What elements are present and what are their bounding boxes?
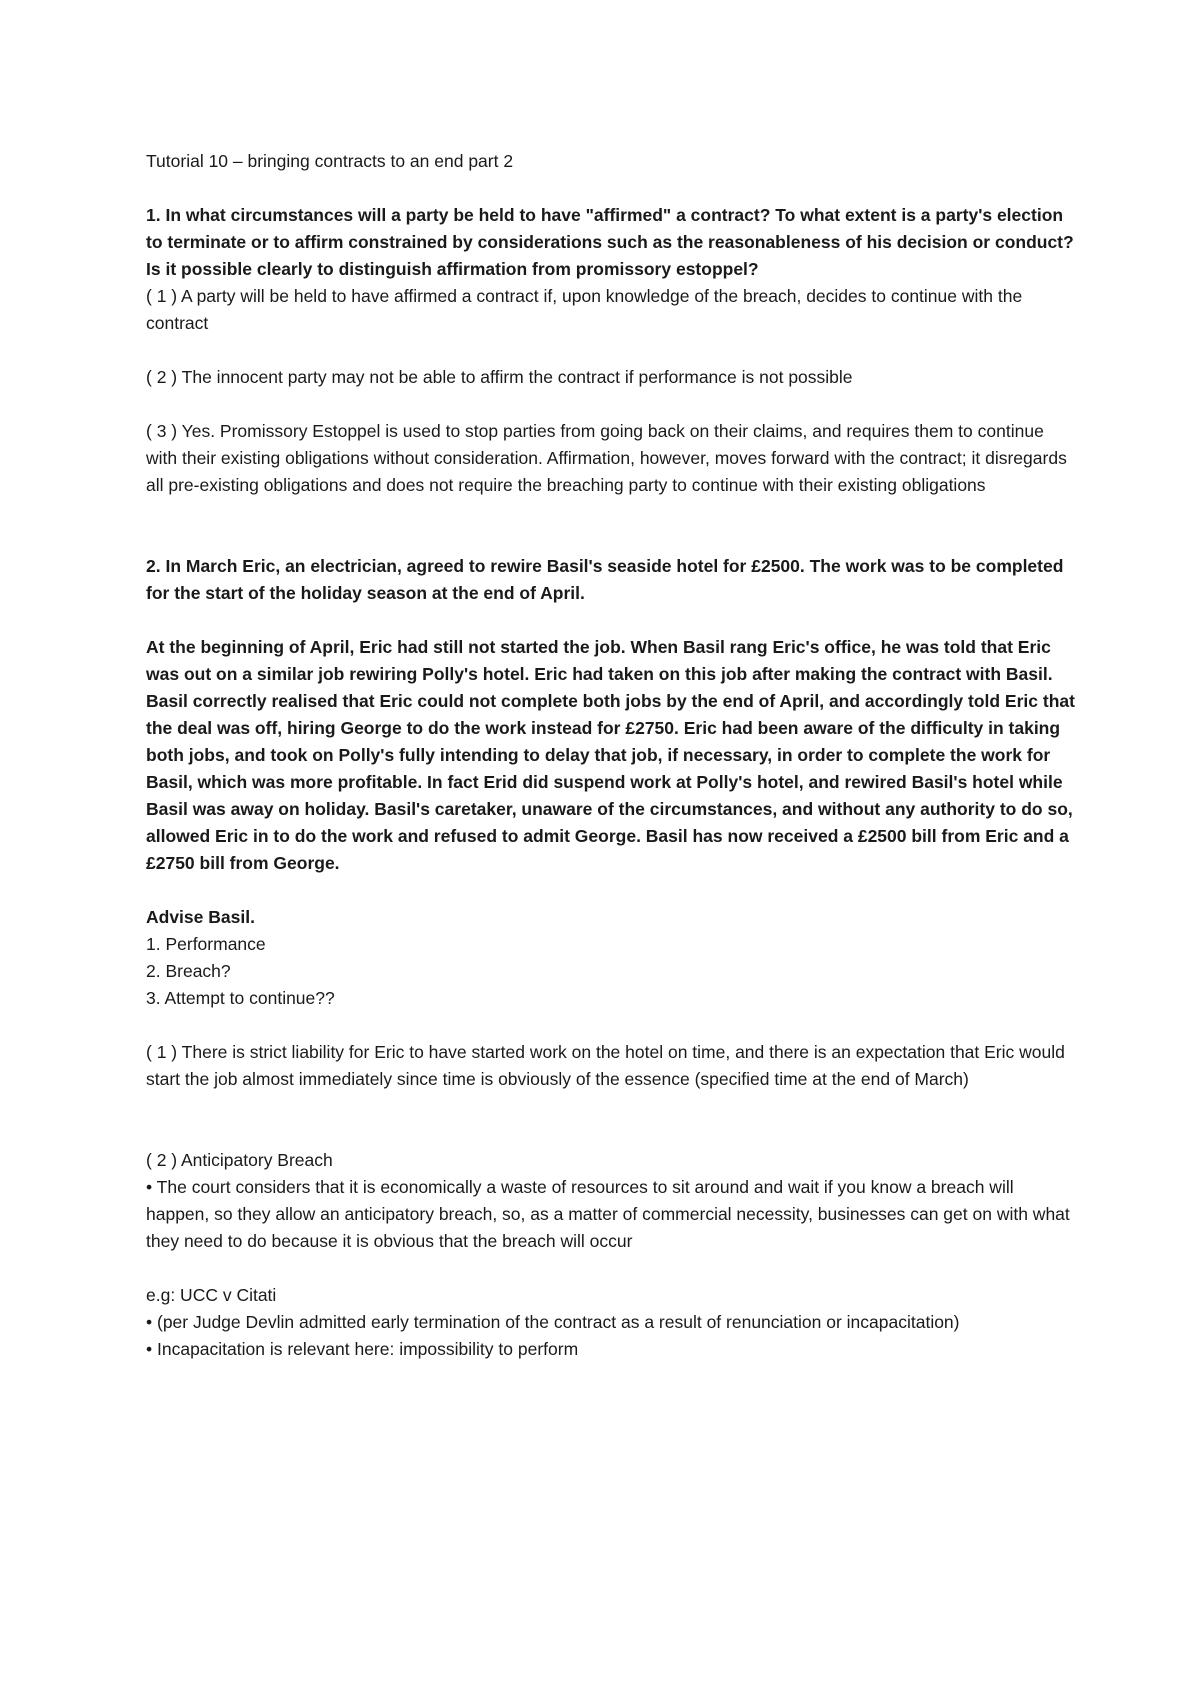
answer-2-1: ( 1 ) There is strict liability for Eric to have started work on the hotel on time, and there is an expectation that Eric would start the job almost immediately since time is obviously of the essence (specified time at the end of March) bbox=[146, 1042, 1065, 1089]
spacer bbox=[146, 391, 1076, 418]
spacer bbox=[146, 499, 1076, 553]
example-bullet: • Incapacitation is relevant here: impossibility to perform bbox=[146, 1339, 579, 1359]
example-bullet: • (per Judge Devlin admitted early termination of the contract as a result of renunciation or incapacitation) bbox=[146, 1312, 960, 1332]
spacer bbox=[146, 1255, 1076, 1282]
spacer bbox=[146, 175, 1076, 202]
answer-2-2-heading: ( 2 ) Anticipatory Breach bbox=[146, 1150, 333, 1170]
example-heading: e.g: UCC v Citati bbox=[146, 1285, 277, 1305]
question-2-intro: 2. In March Eric, an electrician, agreed to rewire Basil's seaside hotel for £2500. The work was to be completed for the start of the holiday season at the end of April. bbox=[146, 556, 1064, 603]
question-2-facts: At the beginning of April, Eric had still not started the job. When Basil rang Eric's office, he was told that Eric was out on a similar job rewiring Polly's hotel. Eric had taken on this job after making the contract with Basil. Basil correctly realised that Eric could not complete both jobs by the end of April, and accordingly told Eric that the deal was off, hiring George to do the work instead for £2750. Eric had been aware of the difficulty in taking both jobs, and took on Polly's fully intending to delay that job, if necessary, in order to complete the work for Basil, which was more profitable. In fact Erid did suspend work at Polly's hotel, and rewired Basil's hotel while Basil was away on holiday. Basil's caretaker, unaware of the circumstances, and without any authority to do so, allowed Eric in to do the work and refused to admit George. Basil has now received a £2500 bill from Eric and a £2750 bill from George. bbox=[146, 637, 1075, 873]
spacer bbox=[146, 877, 1076, 904]
answer-2-2-bullet: • The court considers that it is economically a waste of resources to sit around and wait if you know a breach will happen, so they allow an anticipatory breach, so, as a matter of commercial necessity, businesses can get on with what they need to do because it is obvious that the breach will occur bbox=[146, 1177, 1070, 1251]
document-title: Tutorial 10 – bringing contracts to an end part 2 bbox=[146, 151, 514, 171]
list-item: 2. Breach? bbox=[146, 961, 231, 981]
list-item: 3. Attempt to continue?? bbox=[146, 988, 335, 1008]
spacer bbox=[146, 337, 1076, 364]
spacer bbox=[146, 607, 1076, 634]
spacer bbox=[146, 1012, 1076, 1039]
answer-1-1: ( 1 ) A party will be held to have affirmed a contract if, upon knowledge of the breach, decides to continue with the contract bbox=[146, 286, 1023, 333]
question-1: 1. In what circumstances will a party be held to have "affirmed" a contract? To what extent is a party's election to terminate or to affirm constrained by considerations such as the reasonableness of his decision or conduct? Is it possible clearly to distinguish affirmation from promissory estoppel? bbox=[146, 205, 1074, 279]
advise-heading: Advise Basil. bbox=[146, 907, 255, 927]
list-item: 1. Performance bbox=[146, 934, 266, 954]
document-body bbox=[146, 148, 1076, 1363]
spacer bbox=[146, 1093, 1076, 1147]
answer-1-3: ( 3 ) Yes. Promissory Estoppel is used to stop parties from going back on their claims, and requires them to continue with their existing obligations without consideration. Affirmation, however, moves forward with the contract; it disregards all pre-existing obligations and does not require the breaching party to continue with their existing obligations bbox=[146, 421, 1067, 495]
answer-1-2: ( 2 ) The innocent party may not be able to affirm the contract if performance is not possible bbox=[146, 367, 853, 387]
